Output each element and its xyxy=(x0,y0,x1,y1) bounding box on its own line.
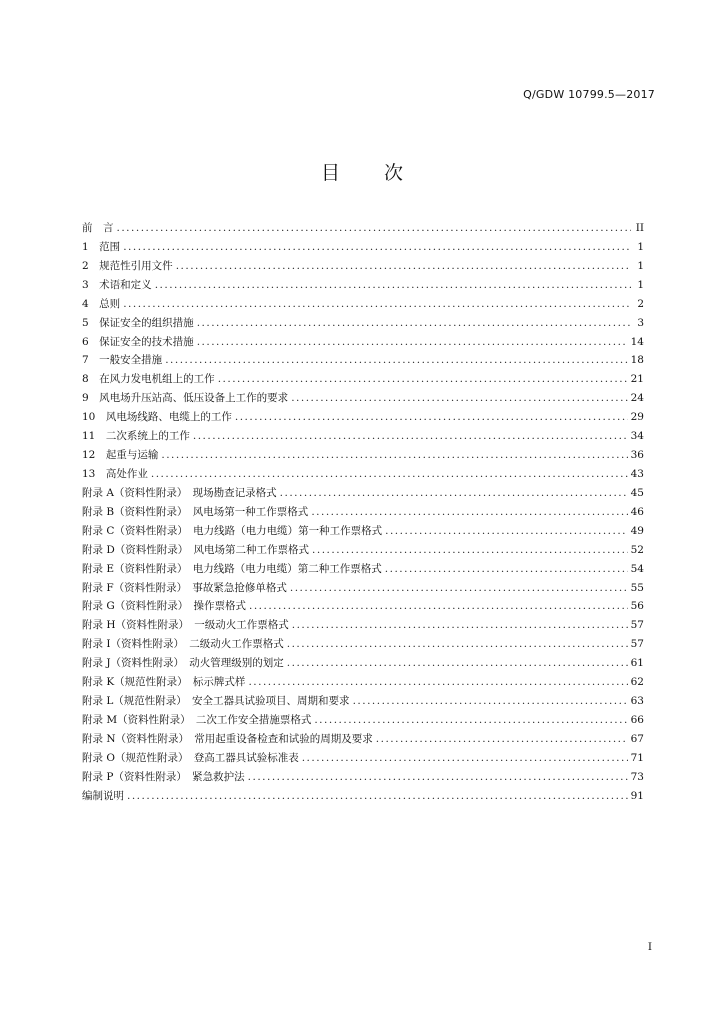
dot-leader xyxy=(287,635,628,654)
toc-entry[interactable] xyxy=(82,408,644,427)
toc-entry-label: 附录 P（资料性附录） 紧急救护法 xyxy=(82,770,245,783)
dot-leader xyxy=(197,333,628,352)
dot-leader xyxy=(385,522,628,541)
toc-entry-label: 附录 J（资料性附录） 动火管理级别的划定 xyxy=(82,657,284,670)
toc-entry[interactable] xyxy=(82,560,644,579)
toc-entry[interactable] xyxy=(82,692,644,711)
toc-entry-label: 前 言 xyxy=(82,222,114,234)
toc-entry-page: 24 xyxy=(630,392,644,405)
toc-entry-label: 附录 E（资料性附录） 电力线路（电力电缆）第二种工作票格式 xyxy=(82,562,382,575)
toc-entry-label: 附录 F（资料性附录） 事故紧急抢修单格式 xyxy=(82,581,287,594)
toc-entry-page: 67 xyxy=(630,732,644,745)
toc-entry[interactable] xyxy=(82,333,644,352)
toc-entry-label: 13 高处作业 xyxy=(82,467,148,480)
dot-leader xyxy=(353,692,628,711)
toc-entry-label: 5 保证安全的组织措施 xyxy=(82,316,194,329)
footer-page-number: I xyxy=(647,941,652,953)
toc-entry-page: 91 xyxy=(630,789,644,802)
toc-entry-page: 54 xyxy=(630,562,644,575)
toc-entry-label: 附录 N（资料性附录） 常用起重设备检查和试验的周期及要求 xyxy=(82,732,373,745)
toc-entry-page: 14 xyxy=(630,335,644,348)
toc-entry-page: 21 xyxy=(630,373,644,386)
dot-leader xyxy=(292,616,628,635)
toc-entry-page: 66 xyxy=(630,713,644,726)
toc-entry-page: 62 xyxy=(630,676,644,689)
toc-entry-page: 2 xyxy=(637,297,644,310)
toc-entry-label: 11 二次系统上的工作 xyxy=(82,430,190,443)
dot-leader xyxy=(290,579,628,598)
toc-entry-label: 附录 B（资料性附录） 风电场第一种工作票格式 xyxy=(82,505,309,518)
dot-leader xyxy=(385,560,628,579)
toc-entry-page: 63 xyxy=(630,695,644,708)
dot-leader xyxy=(176,257,631,276)
toc-entry-page: 57 xyxy=(630,619,644,632)
toc-entry[interactable] xyxy=(82,276,644,295)
toc-entry[interactable] xyxy=(82,295,644,314)
toc-entry[interactable] xyxy=(82,597,644,616)
dot-leader xyxy=(314,711,627,730)
toc-entry-page: 1 xyxy=(637,278,644,291)
toc-entry-label: 附录 D（资料性附录） 风电场第二种工作票格式 xyxy=(82,543,310,556)
toc-entry[interactable] xyxy=(82,351,644,370)
page-title xyxy=(0,158,724,185)
dot-leader xyxy=(151,465,628,484)
toc-entry[interactable] xyxy=(82,711,644,730)
toc-entry-label: 附录 G（资料性附录） 操作票格式 xyxy=(82,600,246,613)
dot-leader xyxy=(235,408,628,427)
toc-entry-page: 49 xyxy=(630,524,644,537)
dot-leader xyxy=(287,654,628,673)
toc-entry-label: 附录 L（规范性附录） 安全工器具试验项目、周期和要求 xyxy=(82,695,350,708)
toc-entry-label: 3 术语和定义 xyxy=(82,278,152,291)
toc-entry-page: 71 xyxy=(630,751,644,764)
toc-entry-page: 56 xyxy=(630,600,644,613)
toc-entry-label: 8 在风力发电机组上的工作 xyxy=(82,373,215,386)
toc-entry[interactable] xyxy=(82,503,644,522)
toc-entry[interactable] xyxy=(82,654,644,673)
dot-leader xyxy=(218,370,628,389)
toc-entry[interactable] xyxy=(82,579,644,598)
toc-entry-page: 1 xyxy=(637,259,644,272)
toc-entry[interactable] xyxy=(82,635,644,654)
title-char: 次 xyxy=(384,162,404,184)
toc-entry-page: 43 xyxy=(630,467,644,480)
dot-leader xyxy=(161,446,627,465)
dot-leader xyxy=(248,673,627,692)
toc-entry-label: 10 风电场线路、电缆上的工作 xyxy=(82,411,232,424)
toc-entry[interactable] xyxy=(82,314,644,333)
toc-entry-label: 6 保证安全的技术措施 xyxy=(82,335,194,348)
toc-entry-label: 附录 H（资料性附录） 一级动火工作票格式 xyxy=(82,619,289,632)
toc-entry-label: 编制说明 xyxy=(82,789,124,802)
toc-entry-label: 4 总则 xyxy=(82,297,121,310)
toc-entry[interactable] xyxy=(82,446,644,465)
toc-entry[interactable] xyxy=(82,465,644,484)
toc-entry[interactable] xyxy=(82,730,644,749)
dot-leader xyxy=(249,597,628,616)
dot-leader xyxy=(127,787,628,806)
toc-entry-label: 12 起重与运输 xyxy=(82,449,159,462)
toc-entry-label: 附录 I（资料性附录） 二级动火工作票格式 xyxy=(82,638,284,651)
toc-entry-label: 1 范围 xyxy=(82,240,121,253)
dot-leader xyxy=(123,238,631,257)
dot-leader xyxy=(302,749,628,768)
dot-leader xyxy=(193,427,628,446)
toc-entry-page: 36 xyxy=(630,449,644,462)
toc-entry[interactable] xyxy=(82,219,644,238)
toc-entry-label: 9 风电场升压站高、低压设备上工作的要求 xyxy=(82,392,289,405)
dot-leader xyxy=(197,314,631,333)
toc-entry-page: 73 xyxy=(630,770,644,783)
title-char: 目 xyxy=(320,162,340,184)
toc-entry[interactable] xyxy=(82,616,644,635)
standard-code: Q/GDW 10799.5—2017 xyxy=(523,88,655,101)
dot-leader xyxy=(165,351,627,370)
toc-entry-page: 55 xyxy=(630,581,644,594)
toc-entry-label: 附录 M（资料性附录） 二次工作安全措施票格式 xyxy=(82,713,312,726)
toc-entry[interactable] xyxy=(82,522,644,541)
toc-entry[interactable] xyxy=(82,370,644,389)
dot-leader xyxy=(376,730,628,749)
toc-entry-page: 1 xyxy=(637,240,644,253)
toc-entry-page: 61 xyxy=(630,657,644,670)
toc-entry[interactable] xyxy=(82,787,644,806)
dot-leader xyxy=(248,768,628,787)
toc-entry[interactable] xyxy=(82,484,644,503)
dot-leader xyxy=(123,295,631,314)
toc-entry-label: 附录 A（资料性附录） 现场勘查记录格式 xyxy=(82,486,277,499)
dot-leader xyxy=(155,276,631,295)
toc-entry[interactable] xyxy=(82,257,644,276)
toc-entry-page: 29 xyxy=(630,411,644,424)
toc-entry[interactable] xyxy=(82,238,644,257)
toc-entry-label: 附录 K（规范性附录） 标示牌式样 xyxy=(82,676,246,689)
toc-entry-page: II xyxy=(635,222,644,234)
dot-leader xyxy=(280,484,628,503)
toc-entry[interactable] xyxy=(82,749,644,768)
toc-entry-page: 57 xyxy=(630,638,644,651)
toc-entry-page: 52 xyxy=(630,543,644,556)
toc-entry-page: 46 xyxy=(630,505,644,518)
toc-entry[interactable] xyxy=(82,768,644,787)
toc-entry-page: 34 xyxy=(630,430,644,443)
toc-entry-page: 45 xyxy=(630,486,644,499)
toc-entry-label: 7 一般安全措施 xyxy=(82,354,163,367)
dot-leader xyxy=(117,219,632,238)
toc-entry[interactable] xyxy=(82,673,644,692)
toc-entry[interactable] xyxy=(82,427,644,446)
toc-entry[interactable] xyxy=(82,389,644,408)
dot-leader xyxy=(311,503,627,522)
toc-entry-label: 2 规范性引用文件 xyxy=(82,259,173,272)
toc-entry-page: 18 xyxy=(630,354,644,367)
dot-leader xyxy=(312,541,628,560)
toc-entry-label: 附录 C（资料性附录） 电力线路（电力电缆）第一种工作票格式 xyxy=(82,524,383,537)
toc-entry[interactable] xyxy=(82,541,644,560)
dot-leader xyxy=(291,389,627,408)
table-of-contents xyxy=(82,219,644,806)
toc-entry-label: 附录 O（规范性附录） 登高工器具试验标准表 xyxy=(82,751,299,764)
toc-entry-page: 3 xyxy=(637,316,644,329)
